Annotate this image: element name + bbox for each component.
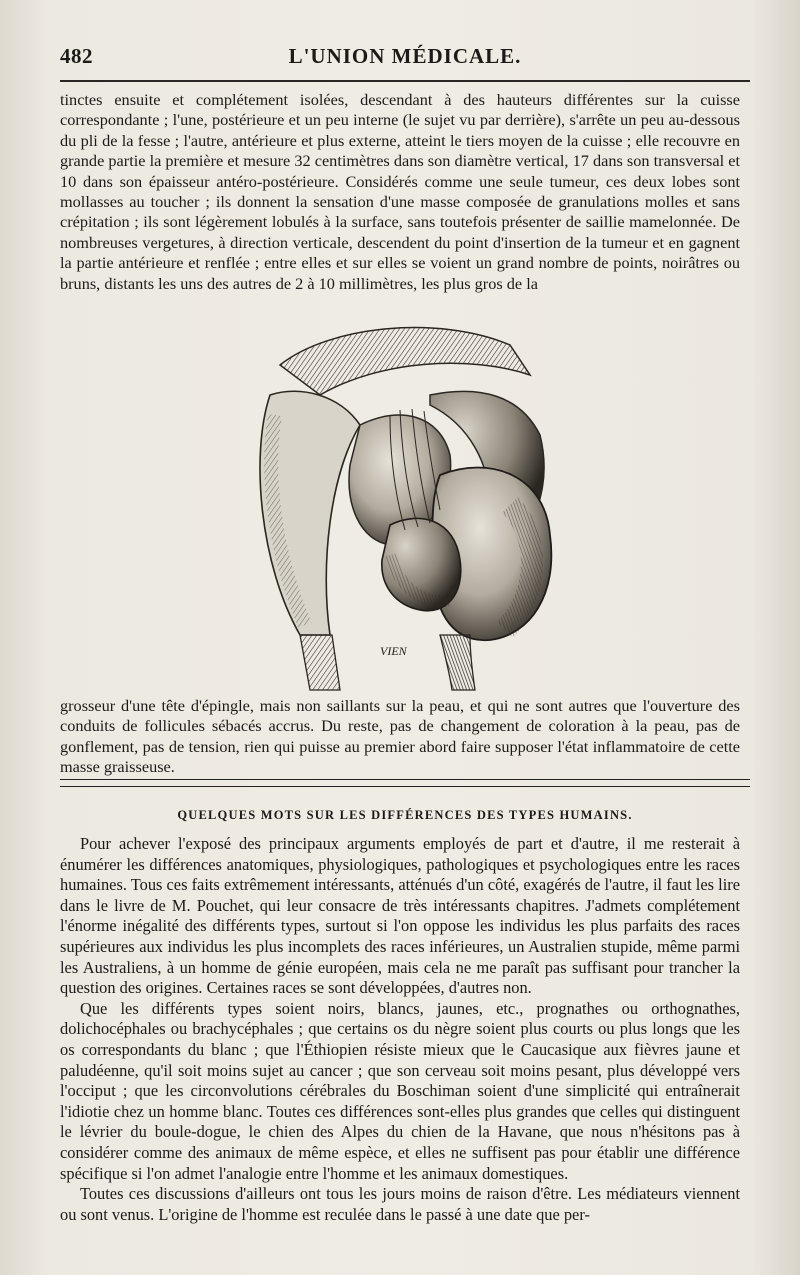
paragraph-follicles: grosseur d'une tête d'épingle, mais non saillants sur la peau, et qui ne sont autres que l'ouverture des conduits de follicules sébacés accrus. Du reste, pas de changement de coloration à la peau, pas de gonflement, pas de tension, rien qui puisse au premier abord faire supposer l'état inflammatoire de cette masse graisseuse.: [60, 696, 740, 777]
section-paragraph: Que les différents types soient noirs, blancs, jaunes, etc., prognathes ou orthognathes, dolichocéphales ou brachycéphales ; que certains os du nègre soient plus courts ou plus longs que les os correspondants du blanc ; que l'Éthiopien résiste mieux que le Caucasique aux fièvres jaune et paludéenne, qu'il soit moins sujet au cancer ; que son cerveau soit moins pesant, plus développé vers l'occiput ; que les circonvolutions cérébrales du Boschiman soient d'une simplicité qui entraînerait l'idiotie chez un homme blanc. Toutes ces différences sont-elles plus grandes que celles qui distinguent le lévrier du boule-dogue, le chien des Alpes du chien de la Havane, que nous n'hésitons pas à considérer comme des animaux de même espèce, et elles ne suffisent pas pour établir une différence spécifique si l'on admet l'analogie entre l'homme et les animaux domestiques.: [60, 998, 740, 1183]
section-body: [60, 834, 740, 1225]
running-title: L'UNION MÉDICALE.: [288, 44, 522, 68]
page-header: [60, 44, 750, 74]
header-rule: [60, 80, 750, 82]
section-paragraph: Toutes ces discussions d'ailleurs ont tous les jours moins de raison d'être. Les médiateurs viennent ou sont venus. L'origine de l'homme est reculée dans le passé à une date que per-: [60, 1184, 740, 1224]
page-number: 482: [60, 44, 93, 68]
section-divider: [60, 779, 750, 787]
section-title: QUELQUES MOTS SUR LES DIFFÉRENCES DES TYPES HUMAINS.: [177, 808, 633, 822]
engraving-illustration: [240, 305, 570, 695]
article-conclusion: [60, 696, 740, 778]
tumor-engraving: [240, 305, 570, 695]
engraver-signature: VIEN: [380, 644, 407, 658]
article-continuation: [60, 90, 740, 294]
paragraph-tumor-description: tinctes ensuite et complétement isolées, descendant à des hauteurs différentes sur la cuisse correspondante ; l'une, postérieure et un peu interne (le sujet vu par derrière), s'arrête un peu au-dessous du pli de la fesse ; l'autre, antérieure et plus externe, atteint le tiers moyen de la cuisse ; elle recouvre en grande partie la première et mesure 32 centimètres dans son diamètre vertical, 17 dans son transversal et 10 dans son épaisseur antéro-postérieure. Considérés comme une seule tumeur, ces deux lobes sont mollasses au toucher ; ils donnent la sensation d'une masse composée de granulations molles et sans crépitation ; ils sont légèrement lobulés à la surface, sans toutefois présenter de saillie mamelonnée. De nombreuses vergetures, à direction verticale, descendent du point d'insertion de la tumeur et en gagnent la partie antérieure et renflée ; entre elles et sur elles se voient un grand nombre de points, noirâtres ou bruns, distants les uns des autres de 2 à 10 millimètres, les plus gros de la: [60, 90, 740, 293]
section-paragraph: Pour achever l'exposé des principaux arguments employés de part et d'autre, il me resterait à énumérer les différences anatomiques, physiologiques, pathologiques et psychologiques entre les races humaines. Tous ces faits extrêmement intéressants, atténués d'un côté, exagérés de l'autre, il faut les lire dans le livre de M. Pouchet, qui leur consacre de très intéressants chapitres. J'admets complétement l'énorme inégalité des différents types, surtout si l'on oppose les individus les plus parfaits des races supérieures aux individus les plus incomplets des races inférieures, un Australien stupide, même parmi les Australiens, à un homme de génie européen, mais cela ne me paraît pas suffisant pour trancher la question des origines. Certaines races se sont développées, d'autres non.: [60, 834, 740, 998]
